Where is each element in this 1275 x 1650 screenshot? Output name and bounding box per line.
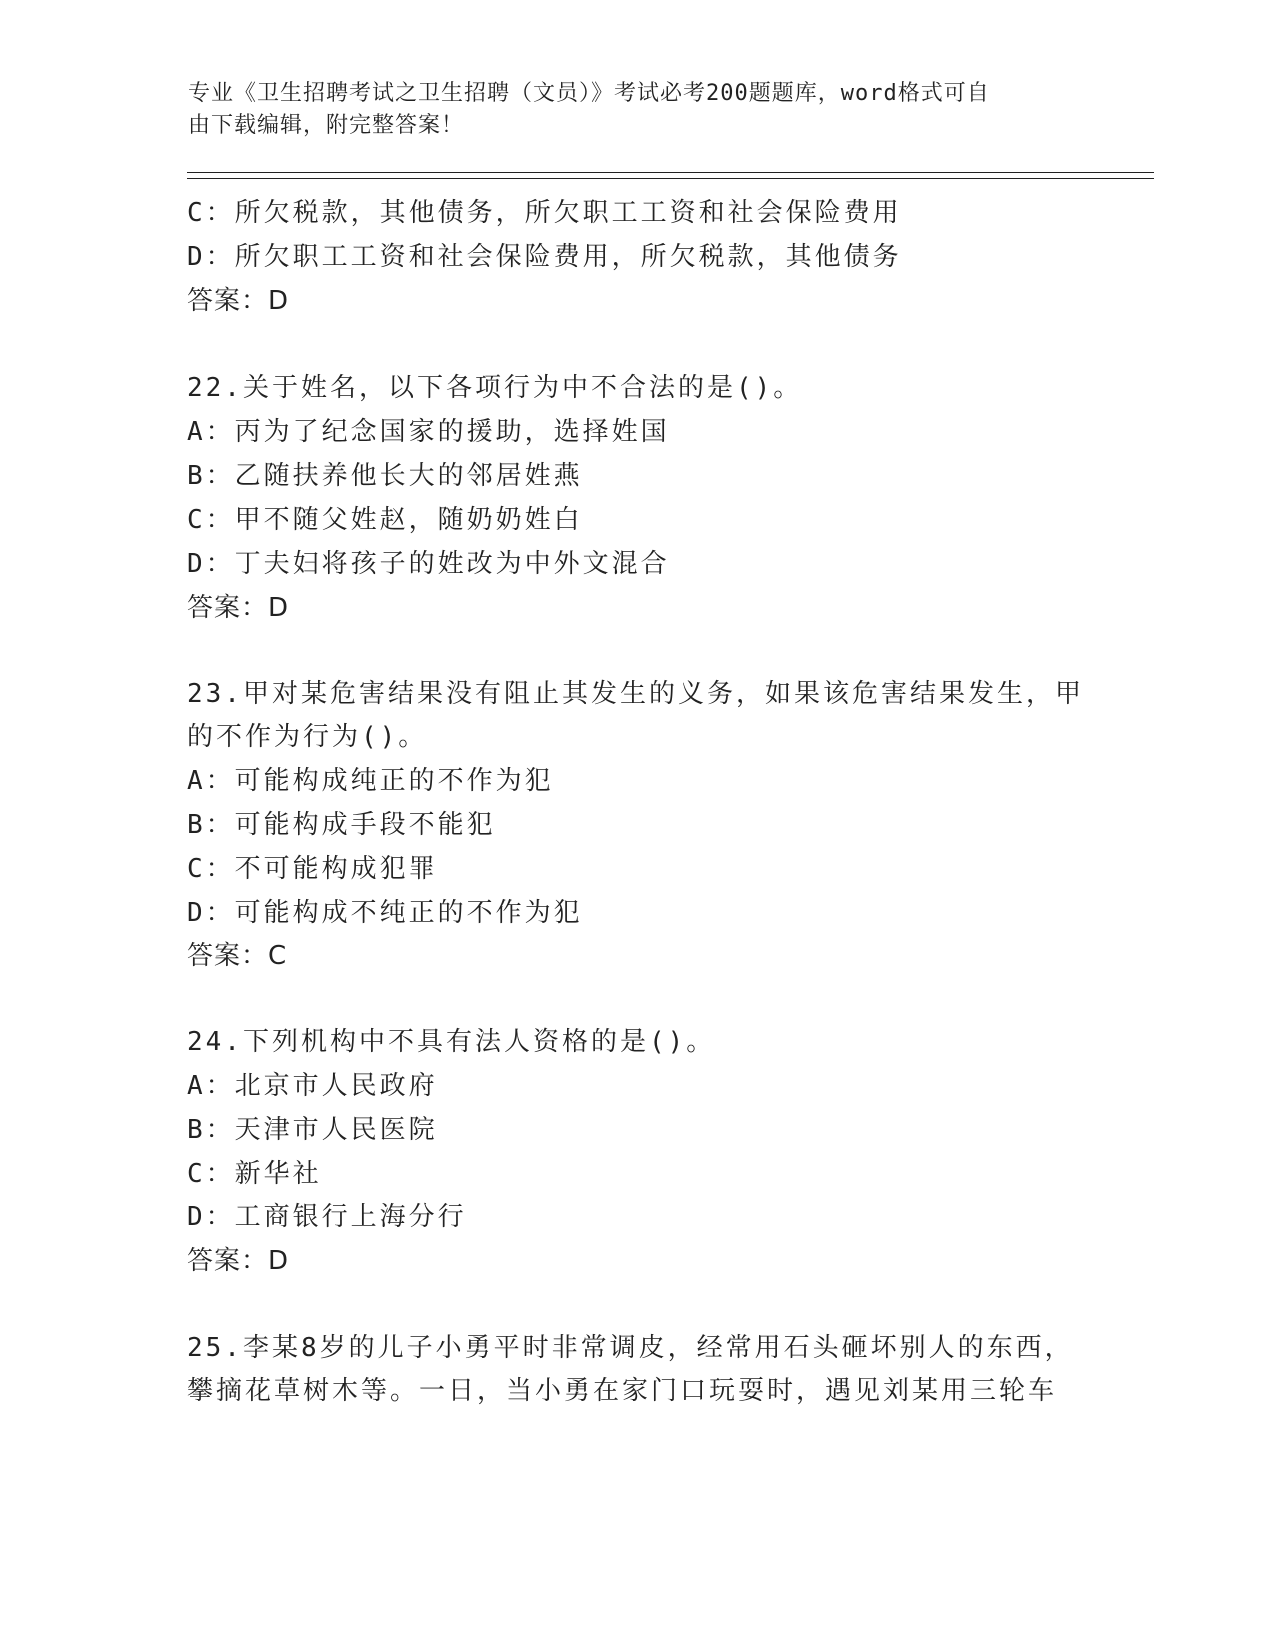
option-b: B：乙随扶养他长大的邻居姓燕: [187, 461, 583, 491]
option-c: C：所欠税款，其他债务，所欠职工工资和社会保险费用: [187, 198, 902, 228]
header-text-line-2: 由下载编辑，附完整答案！: [188, 113, 465, 138]
option-d: D：工商银行上海分行: [187, 1202, 467, 1232]
option-c: C：甲不随父姓赵，随奶奶姓白: [187, 505, 583, 535]
question-23-continued: 的不作为行为()。: [187, 722, 428, 752]
header-rule-bottom: [187, 178, 1154, 179]
question-22: 22.关于姓名，以下各项行为中不合法的是()。: [187, 373, 803, 403]
question-24: 24.下列机构中不具有法人资格的是()。: [187, 1027, 716, 1057]
option-b: B：可能构成手段不能犯: [187, 810, 496, 840]
option-d: D：可能构成不纯正的不作为犯: [187, 898, 583, 928]
option-d: D：所欠职工工资和社会保险费用，所欠税款，其他债务: [187, 242, 902, 272]
question-25: 25.李某8岁的儿子小勇平时非常调皮，经常用石头砸坏别人的东西，: [187, 1333, 1074, 1363]
option-a: A：可能构成纯正的不作为犯: [187, 766, 554, 796]
option-a: A：北京市人民政府: [187, 1071, 438, 1101]
answer-line: 答案：D: [187, 286, 290, 316]
header-text-line-1: 专业《卫生招聘考试之卫生招聘（文员）》考试必考200题题库，word格式可自: [188, 81, 990, 106]
header-rule-top: [187, 172, 1154, 173]
option-c: C：新华社: [187, 1159, 322, 1189]
answer-line: 答案：D: [187, 1246, 290, 1276]
option-a: A：丙为了纪念国家的援助，选择姓国: [187, 417, 670, 447]
option-b: B：天津市人民医院: [187, 1115, 438, 1145]
question-23: 23.甲对某危害结果没有阻止其发生的义务，如果该危害结果发生，甲: [187, 679, 1084, 709]
question-25-continued: 攀摘花草树木等。一日，当小勇在家门口玩耍时，遇见刘某用三轮车: [187, 1376, 1058, 1406]
option-c: C：不可能构成犯罪: [187, 854, 438, 884]
option-d: D：丁夫妇将孩子的姓改为中外文混合: [187, 549, 670, 579]
answer-line: 答案：C: [187, 941, 288, 971]
answer-line: 答案：D: [187, 593, 290, 623]
